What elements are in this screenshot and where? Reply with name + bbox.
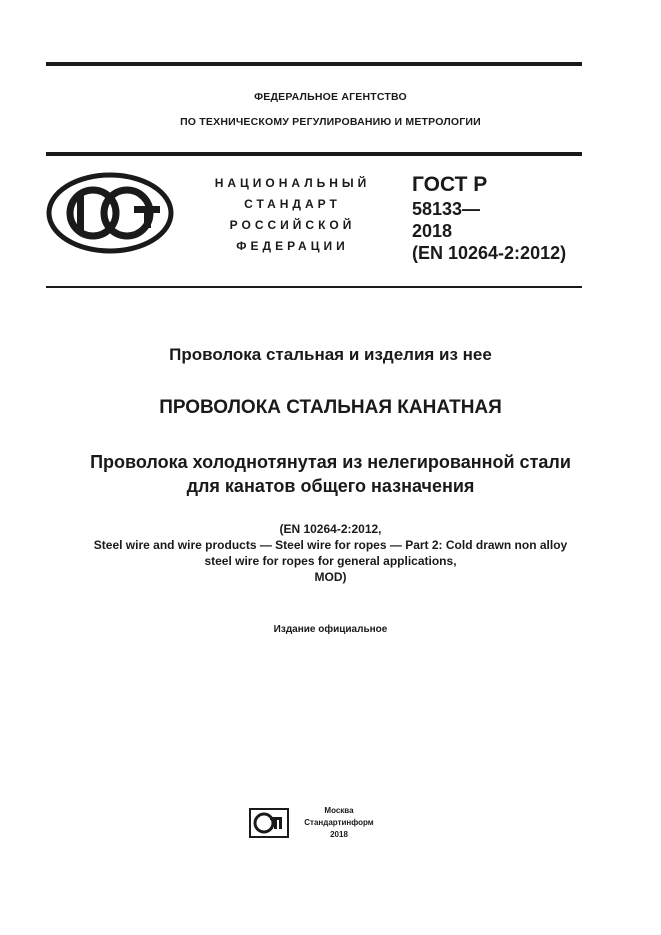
en-line: MOD) (314, 570, 347, 584)
publisher-city: Москва (324, 806, 354, 815)
gost-line: (EN 10264-2:2012) (412, 243, 567, 263)
natstd-line: НАЦИОНАЛЬНЫЙ (214, 176, 371, 190)
top-rule (46, 62, 582, 66)
header-rule (46, 152, 582, 156)
publisher-logo-icon (249, 808, 289, 838)
natstd-line: СТАНДАРТ (244, 197, 341, 211)
rst-logo-icon (46, 172, 174, 254)
title-line3a: Проволока холоднотянутая из нелегированной стали (90, 452, 571, 472)
en-reference (0, 521, 661, 585)
agency-name-line1: ФЕДЕРАЛЬНОЕ АГЕНТСТВО (254, 91, 407, 103)
gost-line: 58133— (412, 199, 481, 219)
en-line: Steel wire and wire products — Steel wire for ropes — Part 2: Cold drawn non alloy (93, 538, 568, 552)
publisher-year: 2018 (330, 830, 348, 839)
natstd-line: ФЕДЕРАЦИИ (236, 239, 349, 253)
gost-line: ГОСТ Р (412, 173, 488, 196)
standard-block-rule (46, 286, 582, 288)
document-title-line1: Проволока стальная и изделия из нее (169, 345, 492, 364)
en-line: (EN 10264-2:2012, (279, 522, 382, 536)
natstd-line: РОССИЙСКОЙ (229, 218, 356, 232)
en-line: steel wire for ropes for general applications, (204, 554, 457, 568)
document-title-line2: ПРОВОЛОКА СТАЛЬНАЯ КАНАТНАЯ (159, 397, 502, 418)
national-standard-label (200, 173, 385, 257)
title-line3b: для канатов общего назначения (186, 476, 475, 496)
publisher-name: Стандартинформ (304, 818, 374, 827)
publisher-info (296, 805, 382, 841)
gost-number (412, 172, 566, 264)
edition-label: Издание официальное (273, 624, 388, 635)
agency-name-line2: ПО ТЕХНИЧЕСКОМУ РЕГУЛИРОВАНИЮ И МЕТРОЛОГИИ (180, 116, 481, 128)
gost-line: 2018 (412, 221, 453, 241)
document-title-line3 (0, 450, 661, 498)
